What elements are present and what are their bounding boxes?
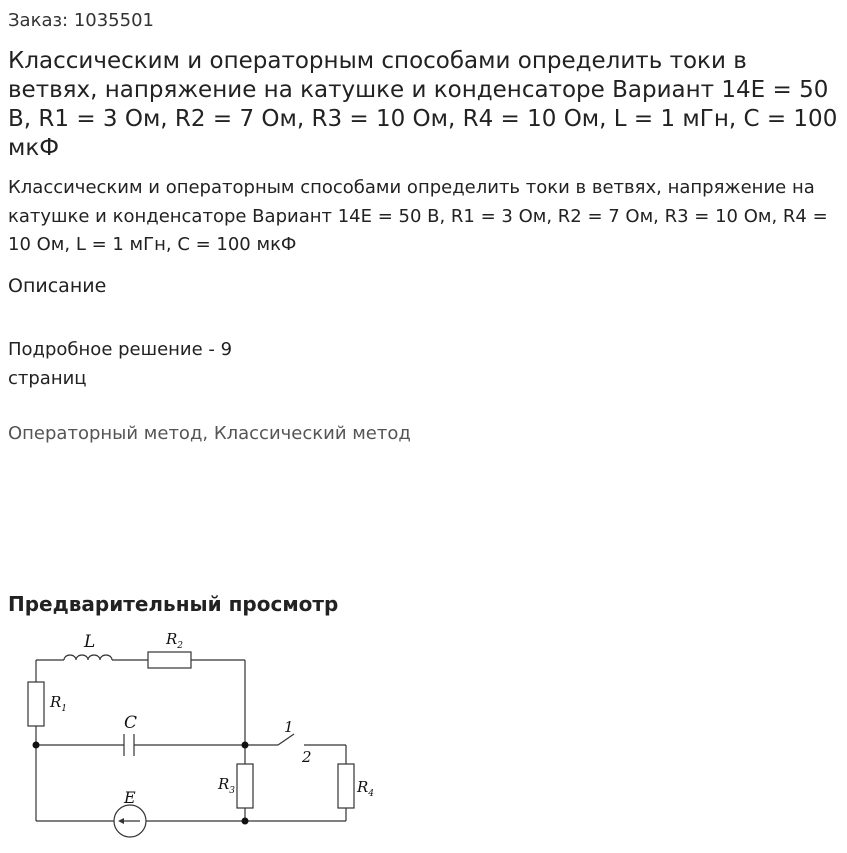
label-R4: $R_4$ — [357, 778, 375, 799]
resistor-R3 — [237, 764, 253, 808]
label-E: E — [124, 788, 136, 807]
node-bottom — [242, 818, 249, 825]
label-switch-1: 1 — [284, 718, 294, 736]
resistor-R4 — [338, 764, 354, 808]
resistor-R1 — [28, 682, 44, 726]
node-left — [33, 742, 40, 749]
label-R1: $R_1$ — [50, 693, 68, 714]
page-title: Классическим и операторным способами определить токи в ветвях, напряжение на катушке и конденсаторе Вариант 14E = 50 В, R1 = 3 Ом, R2 = 7 Ом, R3 = 10 Ом, R4 = 10 Ом, L = 1 мГн, C = 100 мкФ — [8, 48, 838, 161]
inductor-L — [64, 655, 112, 660]
method-tags: Операторный метод, Классический метод — [8, 423, 411, 444]
node-right — [242, 742, 249, 749]
label-R3: $R_3$ — [218, 775, 236, 796]
order-number: Заказ: 1035501 — [8, 10, 154, 31]
solution-detail: Подробное решение - 9 страниц — [8, 339, 233, 389]
task-summary: Классическим и операторным способами определить токи в ветвях, напряжение на катушке и конденсаторе Вариант 14E = 50 В, R1 = 3 Ом, R2 = 7 Ом, R3 = 10 Ом, R4 = 10 Ом, L = 1 мГн, C = 100 мкФ — [8, 177, 828, 255]
resistor-R2 — [148, 652, 191, 668]
circuit-diagram — [0, 625, 380, 845]
description-heading: Описание — [8, 275, 107, 297]
label-C: C — [124, 713, 138, 733]
label-switch-2: 2 — [302, 748, 312, 766]
label-R2: $R_2$ — [166, 630, 184, 651]
label-L: L — [84, 632, 96, 652]
preview-heading: Предварительный просмотр — [8, 592, 339, 616]
